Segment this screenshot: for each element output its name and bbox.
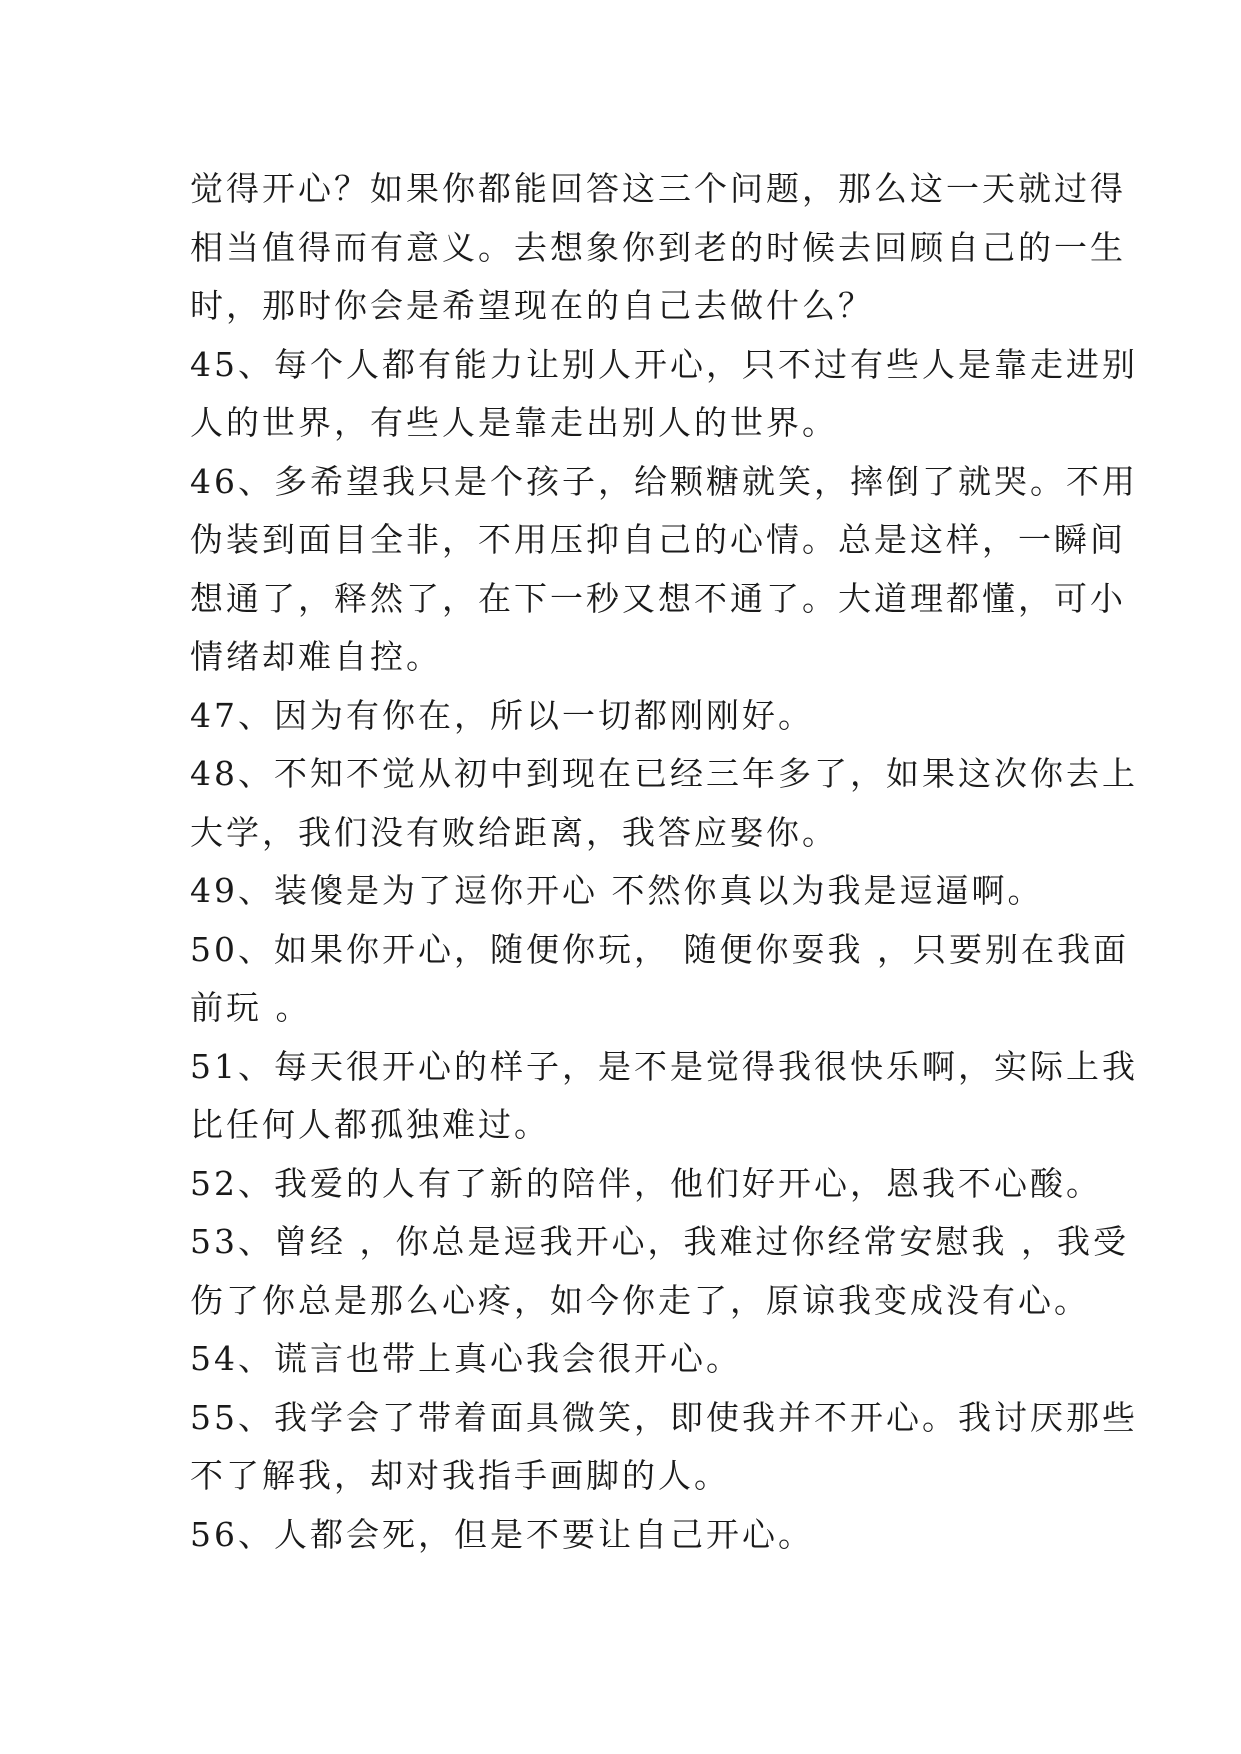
text-line: 45、每个人都有能力让别人开心，只不过有些人是靠走进别 <box>190 344 1138 384</box>
document-body <box>190 160 1138 1564</box>
text-line: 56、人都会死，但是不要让自己开心。 <box>190 1514 814 1554</box>
text-line: 时，那时你会是希望现在的自己去做什么？ <box>190 286 874 325</box>
paragraph-53 <box>190 1213 1129 1330</box>
paragraph-56 <box>190 1506 1060 1565</box>
paragraph-45 <box>190 336 1138 453</box>
text-line: 人的世界，有些人是靠走出别人的世界。 <box>190 403 838 442</box>
paragraph-51 <box>190 1038 1138 1155</box>
paragraph-50 <box>190 921 1129 1038</box>
text-line: 伪装到面目全非，不用压抑自己的心情。总是这样，一瞬间 <box>190 520 1126 559</box>
paragraph-46 <box>190 453 1138 687</box>
text-line: 49、装傻是为了逗你开心 不然你真以为我是逗逼啊。 <box>190 871 1044 910</box>
text-line: 觉得开心？如果你都能回答这三个问题，那么这一天就过得 <box>190 169 1126 208</box>
text-line: 53、曾经 ，你总是逗我开心，我难过你经常安慰我 ，我受 <box>190 1222 1129 1261</box>
text-line: 前玩 。 <box>190 988 312 1027</box>
paragraph-48 <box>190 745 1138 862</box>
paragraph-49 <box>190 862 1060 921</box>
text-line: 54、谎言也带上真心我会很开心。 <box>190 1339 742 1378</box>
text-line: 51、每天很开心的样子，是不是觉得我很快乐啊，实际上我 <box>190 1046 1138 1086</box>
text-line: 情绪却难自控。 <box>190 637 442 676</box>
paragraph-continuation <box>190 160 1126 336</box>
text-line: 47、因为有你在，所以一切都刚刚好。 <box>190 695 814 735</box>
paragraph-52 <box>190 1155 1102 1214</box>
text-line: 大学，我们没有败给距离，我答应娶你。 <box>190 812 838 852</box>
text-line: 相当值得而有意义。去想象你到老的时候去回顾自己的一生 <box>190 227 1126 267</box>
text-line: 52、我爱的人有了新的陪伴，他们好开心，恩我不心酸。 <box>190 1163 1102 1203</box>
text-line: 伤了你总是那么心疼，如今你走了，原谅我变成没有心。 <box>190 1280 1090 1320</box>
text-line: 不了解我，却对我指手画脚的人。 <box>190 1456 730 1495</box>
text-line: 55、我学会了带着面具微笑，即使我并不开心。我讨厌那些 <box>190 1397 1138 1437</box>
text-line: 想通了，释然了，在下一秒又想不通了。大道理都懂，可小 <box>190 578 1126 618</box>
text-line: 50、如果你开心，随便你玩， 随便你耍我 ，只要别在我面 <box>190 929 1129 969</box>
paragraph-54 <box>190 1330 1060 1389</box>
text-line: 48、不知不觉从初中到现在已经三年多了，如果这次你去上 <box>190 754 1138 793</box>
text-line: 比任何人都孤独难过。 <box>190 1105 550 1144</box>
paragraph-55 <box>190 1389 1138 1506</box>
text-line: 46、多希望我只是个孩子，给颗糖就笑，摔倒了就哭。不用 <box>190 461 1138 501</box>
paragraph-47 <box>190 687 1060 746</box>
